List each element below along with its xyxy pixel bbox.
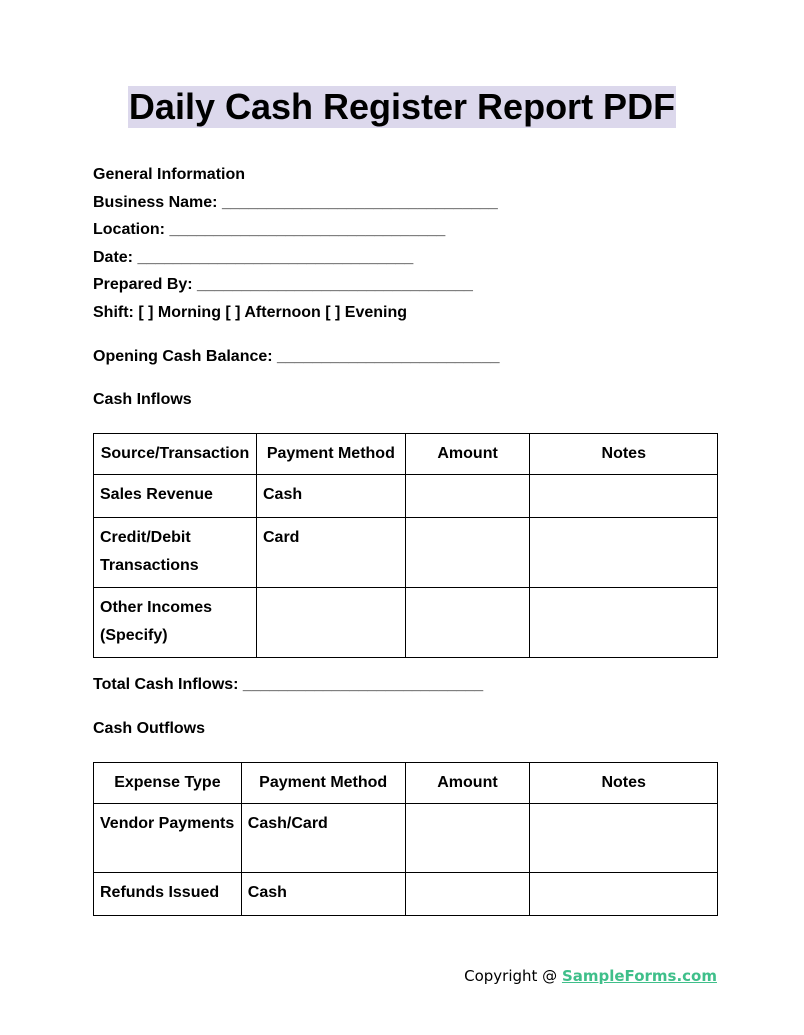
- amount-cell[interactable]: [405, 518, 530, 588]
- date-field[interactable]: Date: _______________________________: [93, 249, 414, 266]
- location-field[interactable]: Location: _______________________________: [93, 221, 446, 238]
- column-header: Source/Transaction: [94, 434, 257, 475]
- method-cell: Cash/Card: [241, 804, 405, 873]
- table-header-row: [94, 763, 718, 804]
- prepared-by-field[interactable]: Prepared By: _______________________________: [93, 276, 473, 293]
- notes-cell[interactable]: [530, 804, 718, 873]
- table-header-row: [94, 434, 718, 475]
- cash-inflows-table: [93, 433, 718, 658]
- cash-inflows-heading: Cash Inflows: [93, 391, 192, 408]
- brand-link[interactable]: SampleForms.com: [561, 967, 717, 985]
- notes-cell[interactable]: [530, 475, 718, 518]
- method-cell[interactable]: [256, 588, 405, 658]
- amount-cell[interactable]: [405, 873, 530, 916]
- expense-type-cell: Refunds Issued: [94, 873, 242, 916]
- expense-type-cell: Vendor Payments: [94, 804, 242, 873]
- table-row: [94, 873, 718, 916]
- page-title: Daily Cash Register Report PDF: [128, 86, 676, 127]
- cash-outflows-table: [93, 762, 718, 916]
- source-cell: Credit/Debit Transactions: [94, 518, 257, 588]
- amount-cell[interactable]: [405, 588, 530, 658]
- shift-options[interactable]: Shift: [ ] Morning [ ] Afternoon [ ] Evening: [93, 304, 408, 321]
- table-row: [94, 804, 718, 873]
- method-cell: Cash: [241, 873, 405, 916]
- method-cell: Cash: [256, 475, 405, 518]
- amount-cell[interactable]: [405, 475, 530, 518]
- opening-balance-field[interactable]: Opening Cash Balance: _________________________: [93, 348, 500, 365]
- amount-cell[interactable]: [405, 804, 530, 873]
- notes-cell[interactable]: [530, 588, 718, 658]
- title-wrapper: [0, 86, 804, 128]
- column-header: Notes: [530, 763, 718, 804]
- column-header: Notes: [530, 434, 718, 475]
- copyright-text: Copyright @: [464, 967, 562, 985]
- source-cell: Other Incomes (Specify): [94, 588, 257, 658]
- column-header: Amount: [405, 434, 530, 475]
- source-cell: Sales Revenue: [94, 475, 257, 518]
- table-row: [94, 518, 718, 588]
- general-info-heading: General Information: [93, 166, 246, 183]
- notes-cell[interactable]: [530, 518, 718, 588]
- column-header: Payment Method: [241, 763, 405, 804]
- business-name-field[interactable]: Business Name: _______________________________: [93, 194, 498, 211]
- column-header: Expense Type: [94, 763, 242, 804]
- total-inflows-field[interactable]: Total Cash Inflows: ___________________________: [93, 676, 484, 693]
- method-cell: Card: [256, 518, 405, 588]
- column-header: Amount: [405, 763, 530, 804]
- notes-cell[interactable]: [530, 873, 718, 916]
- column-header: Payment Method: [256, 434, 405, 475]
- footer: [464, 967, 717, 985]
- cash-outflows-heading: Cash Outflows: [93, 720, 206, 737]
- table-row: [94, 475, 718, 518]
- table-row: [94, 588, 718, 658]
